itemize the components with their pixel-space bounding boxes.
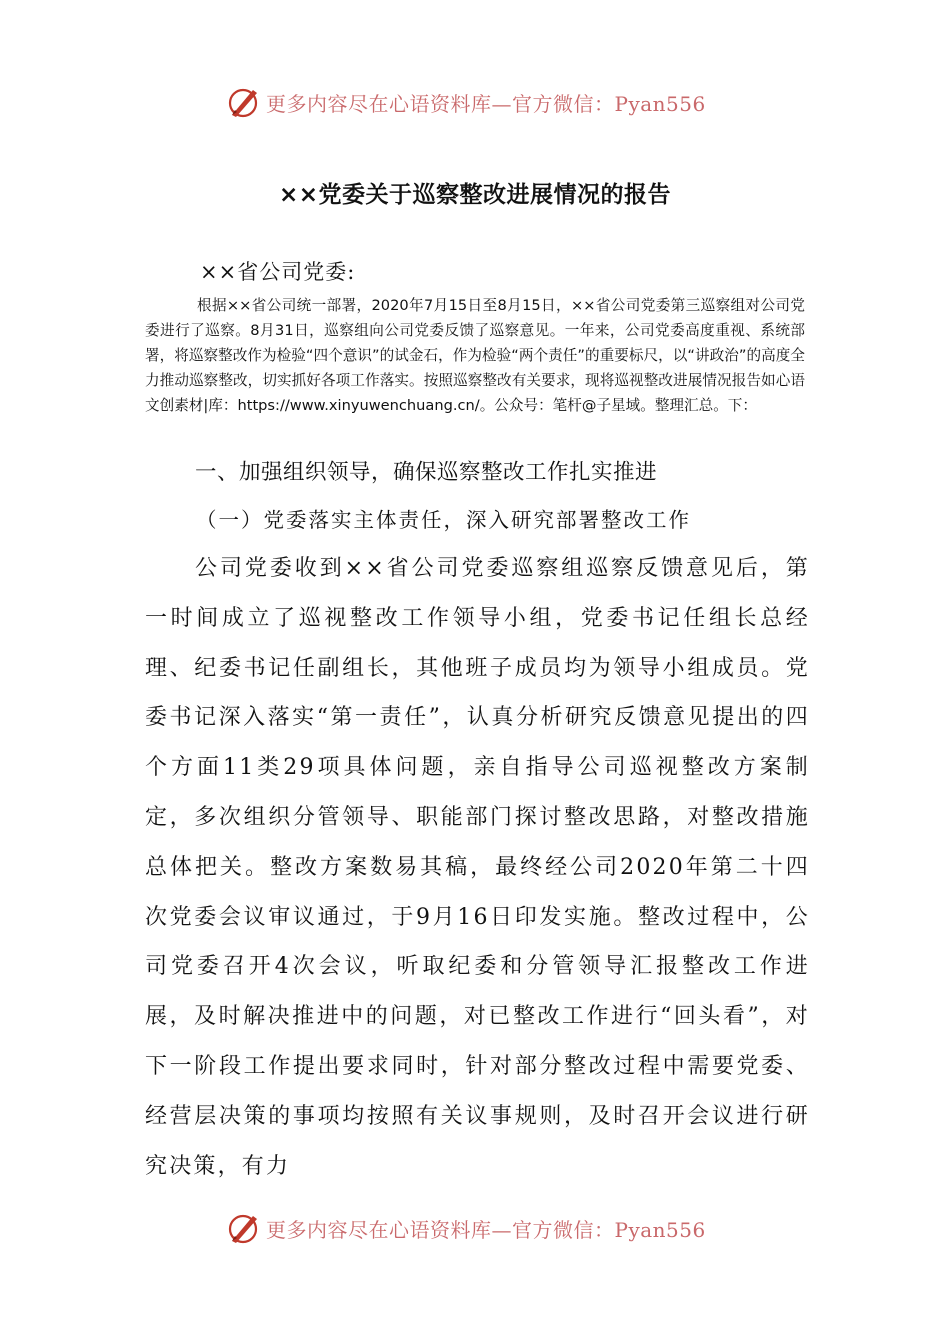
section-heading-1: 一、加强组织领导，确保巡察整改工作扎实推进 xyxy=(195,460,658,485)
watermark-banner-top xyxy=(0,82,950,122)
subsection-heading-1: （一）党委落实主体责任，深入研究部署整改工作 xyxy=(196,508,691,532)
document-title: ××党委关于巡察整改进展情况的报告 xyxy=(278,182,672,208)
watermark-text: 更多内容尽在心语资料库—官方微信：Pyan556 xyxy=(266,92,706,116)
pen-logo-icon xyxy=(226,1210,262,1246)
salutation: ××省公司党委: xyxy=(200,260,356,284)
watermark-text: 更多内容尽在心语资料库—官方微信：Pyan556 xyxy=(266,1218,706,1242)
intro-paragraph: 根据××省公司统一部署，2020年7月15日至8月15日，××省公司党委第三巡察组对公司党委进行了巡察。8月31日，巡察组向公司党委反馈了巡察意见。一年来，公司党委高度重视、系统部署，将巡察整改作为检验“四个意识”的试金石，作为检验“两个责任”的重要标尺，以“讲政治”的高度全力推动巡察整改，切实抓好各项工作落实。按照巡察整改有关要求，现将巡视整改进展情况报告如心语文创素材|库：https://www.xinyuwenchuang.cn/。公众号：笔杆@子星域。整理汇总。下： xyxy=(145,297,805,414)
pen-logo-icon xyxy=(226,84,262,120)
body-paragraph: 公司党委收到××省公司党委巡察组巡察反馈意见后，第一时间成立了巡视整改工作领导小组，党委书记任组长总经理、纪委书记任副组长，其他班子成员均为领导小组成员。党委书记深入落实“第一责任”，认真分析研究反馈意见提出的四个方面11类29项具体问题，亲自指导公司巡视整改方案制定，多次组织分管领导、职能部门探讨整改思路，对整改措施总体把关。整改方案数易其稿，最终经公司2020年第二十四次党委会议审议通过，于9月16日印发实施。整改过程中，公司党委召开4次会议，听取纪委和分管领导汇报整改工作进展，及时解决推进中的问题，对已整改工作进行“回头看”，对下一阶段工作提出要求同时，针对部分整改过程中需要党委、经营层决策的事项均按照有关议事规则，及时召开会议进行研究决策，有力 xyxy=(145,556,810,1179)
watermark-banner-bottom xyxy=(0,1208,950,1248)
